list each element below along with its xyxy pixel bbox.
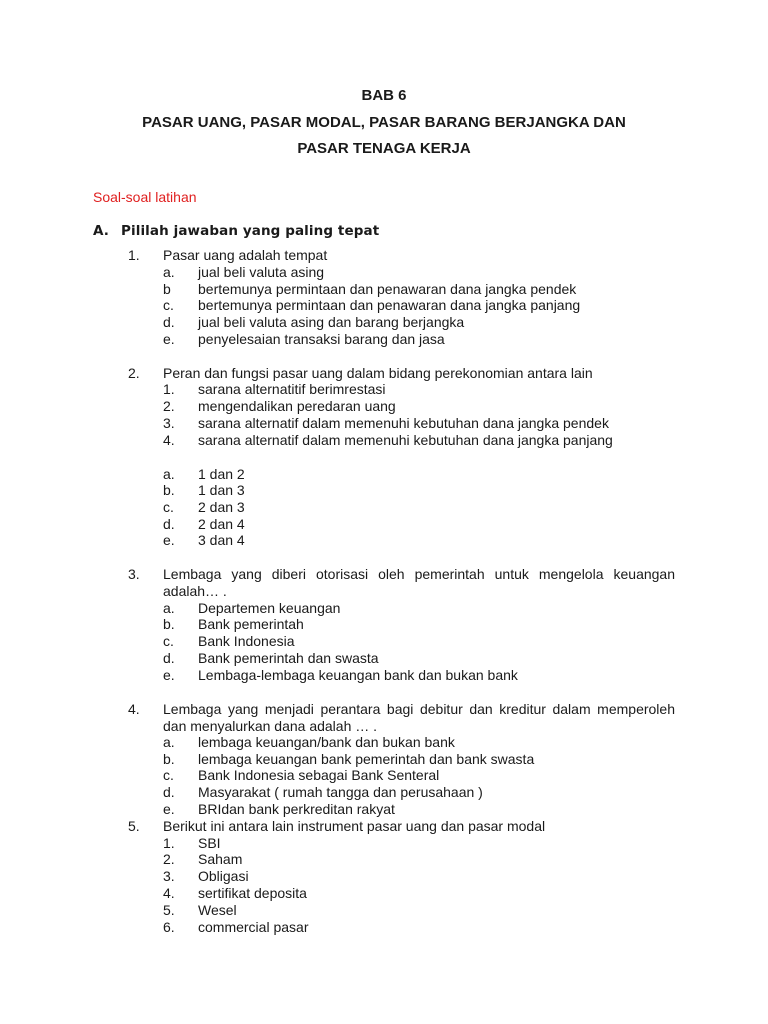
item-label: 2. xyxy=(163,851,175,867)
section-letter: A. xyxy=(93,223,110,239)
exercise-subtitle: Soal-soal latihan xyxy=(93,189,197,205)
statement-text: sarana alternatitif berimrestasi xyxy=(198,381,386,397)
item-text: commercial pasar xyxy=(198,919,309,935)
item-text: Saham xyxy=(198,851,243,867)
option-label: d. xyxy=(163,784,175,800)
option-text: Bank pemerintah dan swasta xyxy=(198,650,379,666)
option-label: b. xyxy=(163,751,175,767)
option-label: c. xyxy=(163,767,174,783)
item-label: 6. xyxy=(163,919,175,935)
item-label: 5. xyxy=(163,902,175,918)
option-text: bertemunya permintaan dan penawaran dana jangka panjang xyxy=(198,297,581,313)
option-label: a. xyxy=(163,264,175,280)
item-text: Obligasi xyxy=(198,868,249,884)
item-label: 3. xyxy=(163,868,175,884)
statement-label: 3. xyxy=(163,415,175,431)
option-text: jual beli valuta asing dan barang berjangka xyxy=(198,314,465,330)
option-label: d. xyxy=(163,650,175,666)
option-label: a. xyxy=(163,734,175,750)
question-text: Lembaga yang diberi otorisasi oleh pemerintah untuk mengelola keuangan adalah… . xyxy=(163,566,675,599)
option-text: BRIdan bank perkreditan rakyat xyxy=(198,801,395,817)
option-text: lembaga keuangan/bank dan bukan bank xyxy=(198,734,455,750)
option-text: jual beli valuta asing xyxy=(198,264,325,280)
option-label: e. xyxy=(163,532,175,548)
item-text: SBI xyxy=(198,835,221,851)
option-text: penyelesaian transaksi barang dan jasa xyxy=(198,331,445,347)
question-text: Berikut ini antara lain instrument pasar uang dan pasar modal xyxy=(163,818,546,834)
question-number: 2. xyxy=(128,365,140,381)
item-label: 1. xyxy=(163,835,175,851)
option-text: Lembaga-lembaga keuangan bank dan bukan bank xyxy=(198,667,518,683)
option-label: e. xyxy=(163,667,175,683)
question-number: 5. xyxy=(128,818,140,834)
option-text: Bank pemerintah xyxy=(198,616,304,632)
option-label: b. xyxy=(163,482,175,498)
option-text: Masyarakat ( rumah tangga dan perusahaan ) xyxy=(198,784,483,800)
option-label: c. xyxy=(163,633,174,649)
item-text: sertifikat deposita xyxy=(198,885,307,901)
option-text: bertemunya permintaan dan penawaran dana jangka pendek xyxy=(198,281,577,297)
chapter-title-line-2: PASAR TENAGA KERJA xyxy=(297,140,471,157)
question-number: 4. xyxy=(128,701,140,717)
item-label: 4. xyxy=(163,885,175,901)
option-label: d. xyxy=(163,314,175,330)
section-heading xyxy=(93,222,379,240)
option-label: e. xyxy=(163,801,175,817)
option-label: b xyxy=(163,281,171,297)
statement-label: 1. xyxy=(163,381,175,397)
option-text: Bank Indonesia sebagai Bank Senteral xyxy=(198,767,440,783)
section-title: Pililah jawaban yang paling tepat xyxy=(121,223,380,239)
option-label: b. xyxy=(163,616,175,632)
question-text: Lembaga yang menjadi perantara bagi debitur dan kreditur dalam memperoleh dan menyalurkan dana adalah … . xyxy=(163,701,675,734)
statement-text: sarana alternatif dalam memenuhi kebutuhan dana jangka panjang xyxy=(198,432,613,448)
option-label: a. xyxy=(163,600,175,616)
option-text: Departemen keuangan xyxy=(198,600,341,616)
option-text: 2 dan 3 xyxy=(198,499,245,515)
option-label: e. xyxy=(163,331,175,347)
option-text: 1 dan 2 xyxy=(198,466,245,482)
option-text: 3 dan 4 xyxy=(198,532,245,548)
question-text: Peran dan fungsi pasar uang dalam bidang perekonomian antara lain xyxy=(163,365,593,381)
item-text: Wesel xyxy=(198,902,237,918)
option-label: a. xyxy=(163,466,175,482)
question-number: 3. xyxy=(128,566,140,582)
statement-label: 4. xyxy=(163,432,175,448)
option-text: Bank Indonesia xyxy=(198,633,295,649)
option-text: 1 dan 3 xyxy=(198,482,245,498)
option-label: c. xyxy=(163,499,174,515)
statement-text: sarana alternatif dalam memenuhi kebutuhan dana jangka pendek xyxy=(198,415,609,431)
chapter-heading: BAB 6 xyxy=(361,87,407,104)
statement-label: 2. xyxy=(163,398,175,414)
statement-text: mengendalikan peredaran uang xyxy=(198,398,396,414)
chapter-title-line-1: PASAR UANG, PASAR MODAL, PASAR BARANG BERJANGKA DAN xyxy=(142,114,626,131)
option-label: d. xyxy=(163,516,175,532)
question-text: Pasar uang adalah tempat xyxy=(163,247,328,263)
option-text: 2 dan 4 xyxy=(198,516,245,532)
option-label: c. xyxy=(163,297,174,313)
question-number: 1. xyxy=(128,247,140,263)
option-text: lembaga keuangan bank pemerintah dan bank swasta xyxy=(198,751,535,767)
